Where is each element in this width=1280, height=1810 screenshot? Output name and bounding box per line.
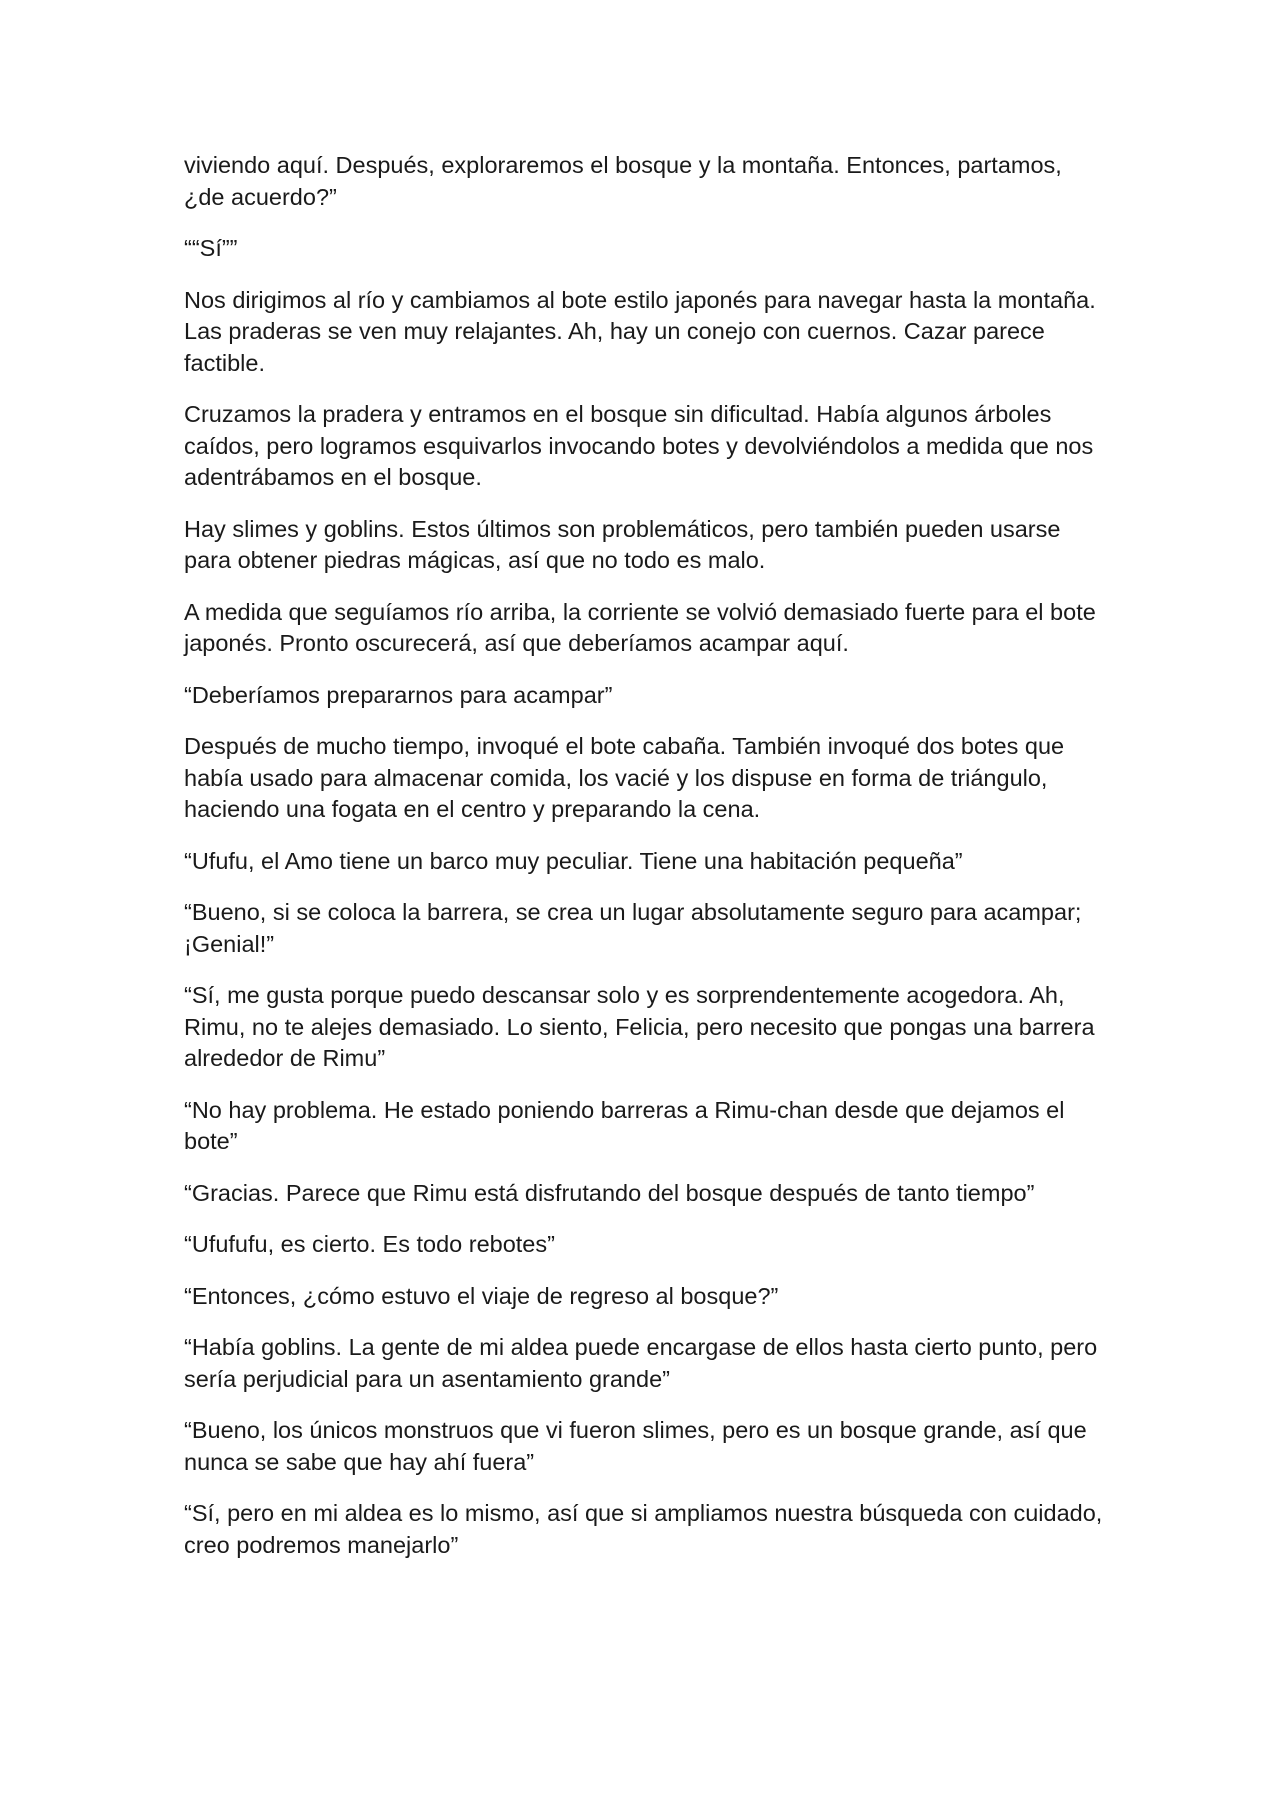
paragraph: “No hay problema. He estado poniendo barreras a Rimu-chan desde que dejamos el bote” xyxy=(184,1096,1065,1154)
paragraph: viviendo aquí. Después, exploraremos el bosque y la montaña. Entonces, partamos, ¿de acuerdo?” xyxy=(184,152,1062,210)
paragraph: “Gracias. Parece que Rimu está disfrutando del bosque después de tanto tiempo” xyxy=(184,1179,1035,1206)
paragraph: “Bueno, los únicos monstruos que vi fueron slimes, pero es un bosque grande, así que nunca se sabe que hay ahí fuera” xyxy=(184,1417,1087,1475)
paragraph: “Sí, me gusta porque puedo descansar solo y es sorprendentemente acogedora. Ah, Rimu, no te alejes demasiado. Lo siento, Felicia, pero necesito que pongas una barrera alrededor de Rimu” xyxy=(184,982,1095,1071)
paragraph: “Deberíamos prepararnos para acampar” xyxy=(184,681,613,708)
paragraph: “Bueno, si se coloca la barrera, se crea un lugar absolutamente seguro para acampar; ¡Genial!” xyxy=(184,899,1082,957)
paragraph: “Entonces, ¿cómo estuvo el viaje de regreso al bosque?” xyxy=(184,1282,779,1309)
paragraph: Nos dirigimos al río y cambiamos al bote estilo japonés para navegar hasta la montaña. Las praderas se ven muy relajantes. Ah, hay un conejo con cuernos. Cazar parece factible. xyxy=(184,286,1096,376)
paragraph: Cruzamos la pradera y entramos en el bosque sin dificultad. Había algunos árboles caídos, pero logramos esquivarlos invocando botes y devolviéndolos a medida que nos adentrábamos en el bosque. xyxy=(184,401,1094,490)
paragraph: Después de mucho tiempo, invoqué el bote cabaña. También invoqué dos botes que había usado para almacenar comida, los vacié y los dispuse en forma de triángulo, haciendo una fogata en el centro y preparando la cena. xyxy=(184,733,1065,822)
body-text xyxy=(184,150,1104,1581)
paragraph: “Ufufufu, es cierto. Es todo rebotes” xyxy=(184,1231,555,1257)
paragraph: “Sí, pero en mi aldea es lo mismo, así que si ampliamos nuestra búsqueda con cuidado, creo podremos manejarlo” xyxy=(184,1500,1103,1558)
paragraph: “Había goblins. La gente de mi aldea puede encargase de ellos hasta cierto punto, pero sería perjudicial para un asentamiento grande” xyxy=(184,1334,1098,1392)
paragraph: A medida que seguíamos río arriba, la corriente se volvió demasiado fuerte para el bote japonés. Pronto oscurecerá, así que deberíamos acampar aquí. xyxy=(184,598,1096,656)
paragraph: Hay slimes y goblins. Estos últimos son problemáticos, pero también pueden usarse para obtener piedras mágicas, así que no todo es malo. xyxy=(184,515,1061,573)
paragraph: “Ufufu, el Amo tiene un barco muy peculiar. Tiene una habitación pequeña” xyxy=(184,847,963,874)
paragraph: ““Sí”” xyxy=(184,235,238,261)
